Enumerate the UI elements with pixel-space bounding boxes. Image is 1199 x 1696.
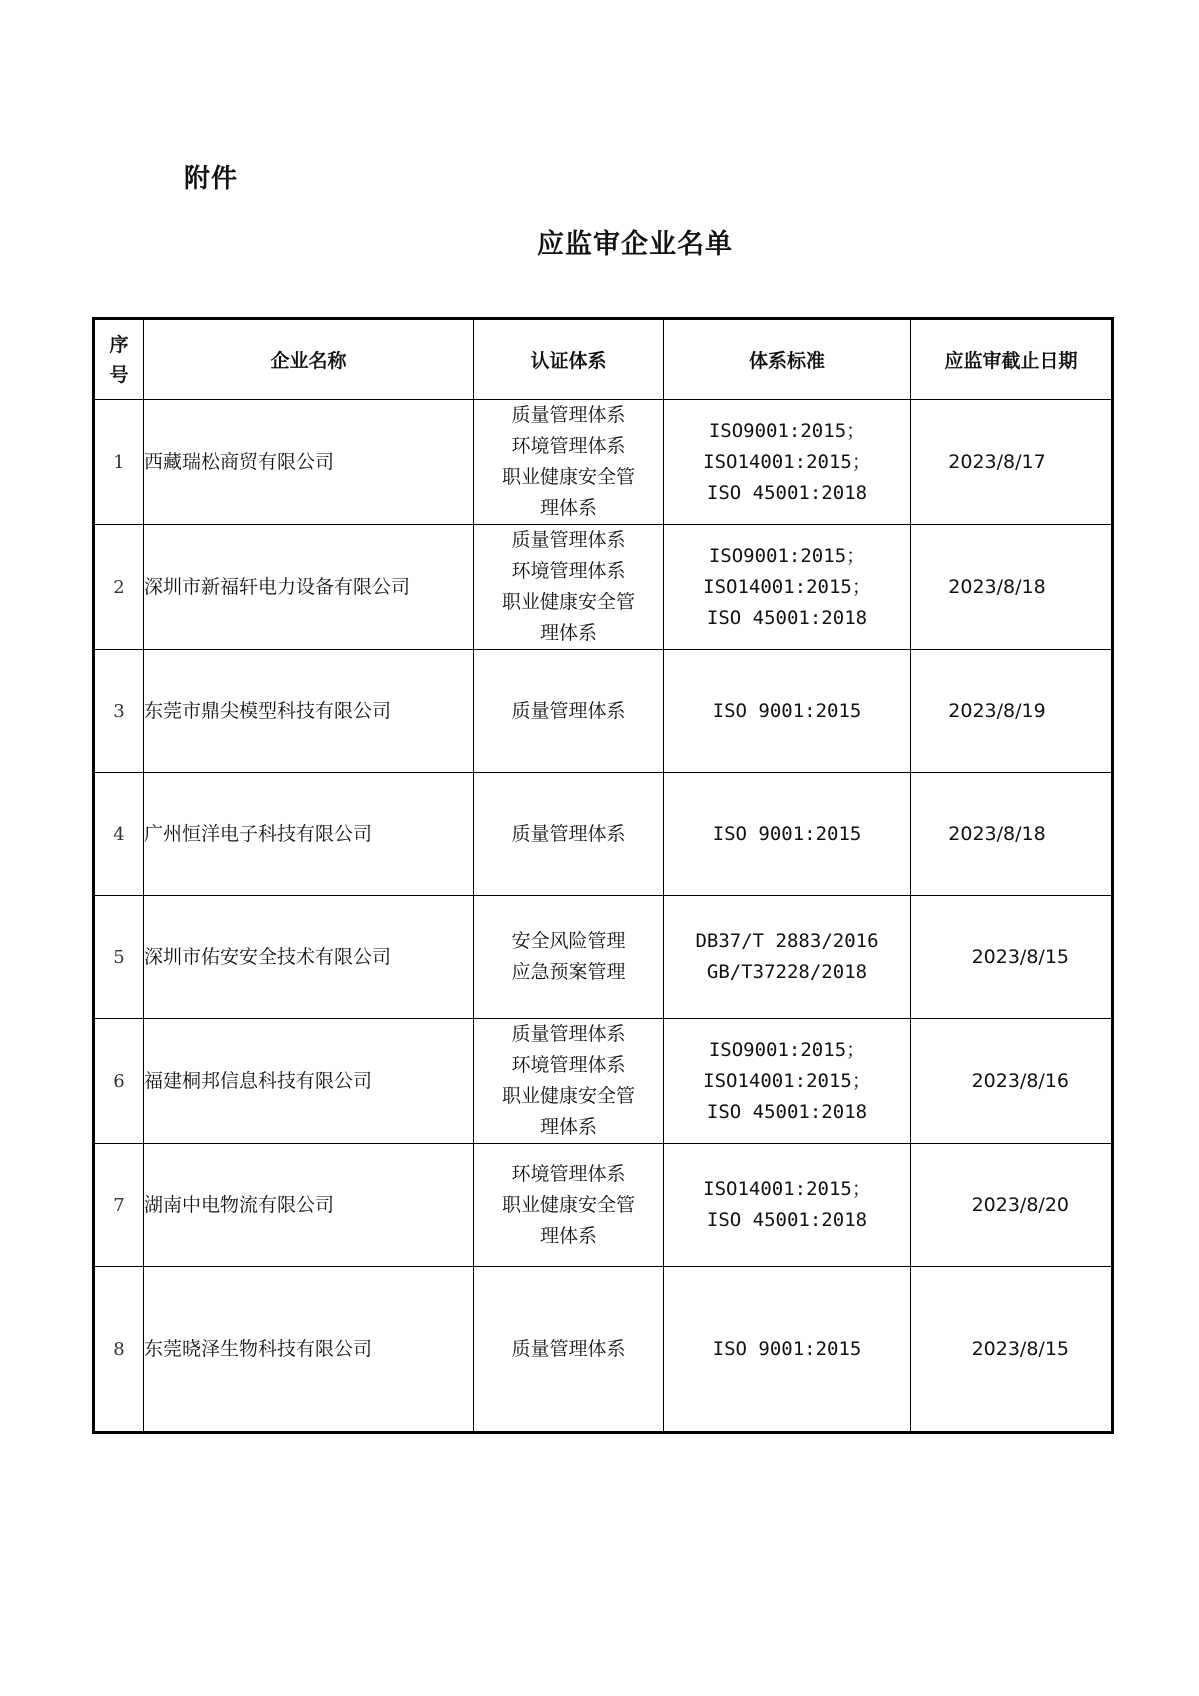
company-name: 东莞晓泽生物科技有限公司: [144, 1267, 474, 1433]
standard-line: DB37/T 2883/2016: [695, 930, 879, 952]
company-name: 东莞市鼎尖模型科技有限公司: [144, 650, 474, 773]
standard-line: ISO 45001:2018: [706, 1209, 868, 1231]
cert-system-line: 职业健康安全管: [501, 466, 635, 488]
header-seq: [94, 319, 144, 400]
standard-line: ISO9001:2015；: [708, 1038, 866, 1061]
standard-cell: [664, 896, 911, 1019]
cert-system-line: 环境管理体系: [511, 1162, 626, 1185]
table-body: [94, 400, 1113, 1433]
deadline-date: 2023/8/18: [911, 525, 1113, 650]
company-table: [92, 317, 1114, 1434]
standard-cell: [664, 1019, 911, 1144]
row-number: 7: [94, 1144, 144, 1267]
row-number: 3: [94, 650, 144, 773]
cert-system-line: 职业健康安全管: [501, 1193, 635, 1216]
cert-system-cell: [474, 525, 664, 650]
attachment-label: 附件: [184, 164, 239, 194]
row-number: 5: [94, 896, 144, 1019]
company-name: 湖南中电物流有限公司: [144, 1144, 474, 1267]
deadline-date: 2023/8/15: [911, 896, 1113, 1019]
cert-system-line: 质量管理体系: [511, 529, 626, 551]
cert-system-line: 质量管理体系: [511, 404, 626, 426]
cert-system-line: 环境管理体系: [511, 435, 626, 457]
standard-cell: [664, 400, 911, 525]
deadline-date: 2023/8/18: [911, 773, 1113, 896]
cert-system-cell: [474, 896, 664, 1019]
deadline-date: 2023/8/19: [911, 650, 1113, 773]
cert-system-line: 理体系: [539, 1116, 597, 1138]
header-cert-system: 认证体系: [474, 319, 664, 400]
header-seq-line: 号: [109, 363, 129, 386]
standard-cell: [664, 1267, 911, 1433]
table-row: [94, 1144, 1113, 1267]
standard-line: ISO 45001:2018: [706, 1100, 868, 1123]
standard-line: ISO14001:2015；: [703, 450, 871, 473]
row-number: 2: [94, 525, 144, 650]
table-row: [94, 525, 1113, 650]
cert-system-cell: [474, 773, 664, 896]
cert-system-line: 质量管理体系: [511, 699, 626, 722]
deadline-date: 2023/8/15: [911, 1267, 1113, 1433]
company-name: 深圳市新福轩电力设备有限公司: [144, 525, 474, 650]
company-name: 深圳市佑安安全技术有限公司: [144, 896, 474, 1019]
standard-cell: [664, 650, 911, 773]
cert-system-line: 质量管理体系: [511, 822, 626, 845]
cert-system-line: 质量管理体系: [511, 1023, 626, 1045]
standard-cell: [664, 773, 911, 896]
header-deadline: 应监审截止日期: [911, 319, 1113, 400]
standard-line: ISO14001:2015；: [703, 1069, 871, 1092]
deadline-date: 2023/8/16: [911, 1019, 1113, 1144]
standard-line: ISO 45001:2018: [706, 606, 868, 629]
standard-line: ISO14001:2015；: [703, 575, 871, 598]
cert-system-line: 理体系: [539, 622, 597, 644]
standard-line: ISO 9001:2015: [712, 1337, 862, 1360]
table-row: [94, 896, 1113, 1019]
page-title: 应监审企业名单: [537, 229, 733, 260]
header-standard: 体系标准: [664, 319, 911, 400]
table-row: [94, 1267, 1113, 1433]
cert-system-line: 职业健康安全管: [501, 1085, 635, 1107]
standard-cell: [664, 1144, 911, 1267]
cert-system-line: 质量管理体系: [511, 1337, 626, 1360]
cert-system-line: 环境管理体系: [511, 1054, 626, 1076]
standard-line: ISO 9001:2015: [712, 699, 862, 722]
deadline-date: 2023/8/20: [911, 1144, 1113, 1267]
cert-system-cell: [474, 1019, 664, 1144]
row-number: 4: [94, 773, 144, 896]
cert-system-cell: [474, 650, 664, 773]
standard-cell: [664, 525, 911, 650]
standard-line: ISO14001:2015；: [703, 1178, 871, 1200]
company-name: 广州恒洋电子科技有限公司: [144, 773, 474, 896]
header-seq-line: 序: [109, 333, 129, 356]
row-number: 1: [94, 400, 144, 525]
company-name: 福建桐邦信息科技有限公司: [144, 1019, 474, 1144]
cert-system-line: 环境管理体系: [511, 560, 626, 582]
table-row: [94, 650, 1113, 773]
cert-system-line: 职业健康安全管: [501, 591, 635, 613]
company-name: 西藏瑞松商贸有限公司: [144, 400, 474, 525]
cert-system-line: 安全风险管理: [511, 930, 626, 952]
table-row: [94, 1019, 1113, 1144]
table-row: [94, 400, 1113, 525]
standard-line: ISO 45001:2018: [706, 481, 868, 504]
standard-line: ISO9001:2015；: [708, 544, 866, 567]
cert-system-line: 应急预案管理: [511, 961, 626, 983]
standard-line: ISO9001:2015；: [708, 419, 866, 442]
header-company: 企业名称: [144, 319, 474, 400]
standard-line: ISO 9001:2015: [712, 822, 862, 845]
cert-system-line: 理体系: [539, 497, 597, 519]
cert-system-cell: [474, 1267, 664, 1433]
row-number: 8: [94, 1267, 144, 1433]
cert-system-cell: [474, 400, 664, 525]
deadline-date: 2023/8/17: [911, 400, 1113, 525]
standard-line: GB/T37228/2018: [706, 961, 868, 983]
row-number: 6: [94, 1019, 144, 1144]
table-row: [94, 773, 1113, 896]
cert-system-line: 理体系: [539, 1224, 597, 1247]
table-header-row: [94, 319, 1113, 400]
cert-system-cell: [474, 1144, 664, 1267]
